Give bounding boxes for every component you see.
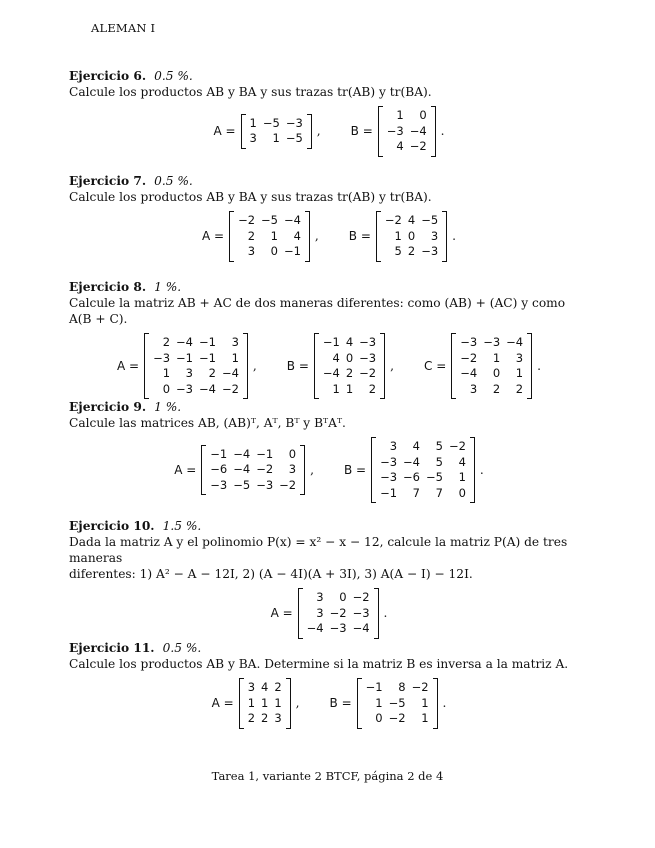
exercise-weight: 0.5 %.: [154, 69, 193, 83]
matrix-entry: −3: [210, 477, 228, 492]
matrix-entry: 4: [412, 439, 420, 453]
matrix-entry: −3: [386, 123, 404, 138]
matrix-label: A =: [174, 463, 197, 477]
matrix-entry: 2: [345, 366, 354, 380]
matrix-row-entries: [235, 244, 304, 260]
matrix-row: [69, 437, 589, 503]
matrix-row-entries: [363, 696, 432, 712]
punctuation: ,: [295, 696, 300, 711]
matrix-entry: 1: [396, 108, 404, 122]
matrix-entry: 2: [515, 381, 524, 396]
matrix-entry: −5: [285, 131, 303, 146]
matrix-row-entries: [382, 244, 441, 260]
matrix-entry: −5: [421, 213, 439, 227]
matrix-row-entries: [235, 213, 304, 229]
matrix-label: A =: [211, 696, 234, 711]
exercise-title: [69, 399, 589, 415]
matrix-entry: −4: [506, 335, 524, 349]
matrix-row-entries: [245, 711, 285, 727]
matrix-label: B =: [286, 359, 309, 373]
matrix-entry: 0: [407, 228, 416, 243]
matrix-entry: −1: [380, 485, 398, 500]
matrix-entry: 1: [231, 350, 239, 365]
matrix-entry: 1: [458, 470, 466, 484]
exercise-number: Ejercicio 8.: [69, 280, 147, 294]
matrix-row-entries: [320, 351, 379, 367]
matrix-entry: 1: [162, 366, 171, 380]
exercise-weight: 1 %.: [154, 280, 182, 294]
matrix-entry: −5: [426, 470, 443, 484]
matrix-entry: −5: [233, 477, 251, 492]
punctuation: ,: [252, 359, 257, 373]
matrix-entry: −4: [352, 621, 370, 635]
matrix-entry: −5: [388, 695, 406, 710]
matrix-entry: −2: [411, 680, 429, 694]
exercise-number: Ejercicio 11.: [69, 641, 155, 655]
matrix-entry: 1: [492, 350, 501, 365]
matrix-entry: 5: [435, 439, 443, 453]
exercise-number: Ejercicio 10.: [69, 519, 155, 533]
matrix-row-entries: [150, 382, 242, 398]
matrix-entry: 1: [421, 711, 429, 725]
matrix-entry: 2: [261, 711, 269, 725]
matrix-entry: −6: [403, 470, 420, 484]
matrix-entry: −1: [365, 680, 383, 694]
exercise-weight: 0.5 %.: [154, 174, 193, 188]
matrix-equation: [424, 333, 541, 399]
exercise-statement: Calcule los productos AB y BA y sus trazas tr(AB) y tr(BA).: [69, 190, 432, 204]
exercise-title: [69, 518, 589, 534]
matrix-equation: [287, 333, 394, 399]
matrix-entry: 4: [332, 350, 340, 365]
matrix-entry: 0: [458, 485, 466, 500]
matrix-entry: −5: [262, 115, 280, 130]
matrix-entry: 2: [407, 244, 416, 258]
matrix-row-entries: [384, 108, 430, 124]
matrix-entry: 1: [515, 366, 524, 380]
matrix-entry: −2: [221, 381, 239, 396]
matrix-entry: −4: [322, 366, 340, 380]
matrix-row-entries: [457, 366, 526, 382]
matrix-entry: −4: [233, 462, 251, 477]
matrix-row: [69, 333, 589, 399]
matrix-row: [69, 678, 589, 729]
matrix: [201, 445, 305, 496]
matrix: [371, 437, 475, 503]
matrix-entry: −1: [176, 350, 193, 365]
matrix-entry: 0: [288, 446, 297, 461]
matrix-entry: 4: [407, 213, 416, 227]
matrix-row-entries: [377, 439, 469, 455]
matrix-entry: 1: [421, 695, 429, 710]
matrix-entry: 4: [396, 139, 404, 153]
punctuation: .: [383, 606, 388, 621]
matrix-equation: [344, 437, 484, 503]
matrix-entry: 3: [249, 131, 257, 146]
matrix-entry: 2: [368, 381, 377, 396]
matrix-row-entries: [247, 131, 306, 147]
matrix-entry: −2: [460, 350, 478, 365]
punctuation: .: [442, 696, 447, 711]
matrix-entry: 2: [208, 366, 216, 380]
punctuation: .: [440, 124, 445, 139]
matrix-row-entries: [384, 139, 430, 155]
matrix-row-entries: [363, 680, 432, 696]
matrix-entry: −2: [329, 605, 347, 620]
matrix-entry: −4: [409, 123, 427, 138]
matrix-entry: −4: [221, 366, 239, 380]
matrix-entry: 1: [274, 695, 282, 710]
matrix-entry: 0: [345, 350, 354, 365]
matrix-entry: 7: [412, 485, 420, 500]
matrix-row-entries: [457, 335, 526, 351]
exercise-number: Ejercicio 6.: [69, 69, 147, 83]
matrix-entry: 4: [293, 228, 301, 243]
matrix-entry: 5: [394, 244, 402, 258]
matrix-entry: 1: [394, 228, 402, 243]
matrix-entry: 3: [316, 605, 324, 620]
matrix: [144, 333, 248, 399]
exercise-statement: Calcule la matriz AB + AC de dos maneras diferentes: como (AB) + (AC) y como A(B + C).: [69, 296, 566, 326]
matrix-entry: −1: [199, 350, 216, 365]
matrix-equation: [202, 211, 319, 262]
matrix-row: [69, 211, 589, 262]
matrix-entry: 3: [469, 381, 478, 396]
matrix-entry: 4: [345, 335, 354, 349]
matrix-entry: 0: [270, 244, 278, 258]
matrix-label: B =: [343, 463, 367, 477]
matrix-entry: −2: [238, 213, 256, 227]
matrix: [229, 211, 310, 262]
matrix-row-entries: [384, 124, 430, 140]
matrix-label: A =: [201, 229, 225, 244]
matrix-entry: −4: [199, 381, 216, 396]
matrix-entry: −3: [176, 381, 193, 396]
matrix-label: A =: [213, 124, 236, 139]
matrix-label: A =: [117, 359, 140, 373]
punctuation: .: [537, 359, 541, 373]
page-header: ALEMAN I: [91, 21, 156, 35]
matrix-entry: −2: [448, 439, 466, 453]
punctuation: .: [479, 463, 484, 477]
exercise-statement: Calcule los productos AB y BA y sus trazas tr(AB) y tr(BA).: [69, 85, 432, 99]
matrix-equation: [212, 678, 300, 729]
exercise-8: [69, 279, 589, 399]
matrix-entry: 3: [185, 366, 193, 380]
matrix-equation: [174, 445, 314, 496]
exercise-10: [69, 518, 589, 639]
matrix: [239, 678, 291, 729]
matrix-entry: 5: [435, 454, 443, 469]
exercise-number: Ejercicio 9.: [69, 400, 147, 414]
matrix-entry: −4: [176, 335, 193, 349]
matrix: [314, 333, 385, 399]
matrix-row-entries: [382, 229, 441, 245]
matrix-label: C =: [424, 359, 447, 373]
matrix-row-entries: [245, 696, 285, 712]
matrix-equation: [271, 588, 388, 639]
matrix-row-entries: [377, 455, 469, 471]
matrix-entry: −1: [283, 244, 301, 258]
exercise-statement: diferentes: 1) A² − A − 12I, 2) (A − 4I)(A + 3I), 3) A(A − I) − 12I.: [69, 567, 473, 581]
matrix-row-entries: [457, 351, 526, 367]
matrix-entry: 3: [430, 228, 439, 243]
matrix-entry: 1: [345, 381, 354, 396]
exercise-11: [69, 640, 589, 729]
matrix-row-entries: [150, 335, 242, 351]
matrix-entry: 0: [162, 381, 171, 396]
matrix-entry: −4: [306, 621, 324, 635]
exercise-number: Ejercicio 7.: [69, 174, 147, 188]
matrix-label: B =: [329, 696, 352, 711]
matrix-row-entries: [320, 382, 379, 398]
matrix-row-entries: [304, 621, 373, 637]
punctuation: .: [452, 229, 457, 244]
matrix-entry: −2: [352, 590, 370, 604]
exercise-weight: 1 %.: [154, 400, 182, 414]
matrix-entry: 0: [492, 366, 501, 380]
exercise-6: [69, 68, 589, 157]
matrix-entry: 8: [398, 680, 406, 694]
matrix-entry: 2: [162, 335, 171, 349]
matrix-entry: 4: [261, 680, 269, 694]
matrix-entry: −3: [153, 350, 171, 365]
matrix-entry: −2: [256, 462, 274, 477]
matrix-entry: −3: [285, 115, 303, 130]
matrix-entry: −4: [233, 446, 251, 461]
matrix: [298, 588, 379, 639]
matrix-entry: −3: [460, 335, 478, 349]
exercise-statement: Dada la matriz A y el polinomio P(x) = x² − x − 12, calcule la matriz P(A) de tres maneras: [69, 535, 568, 565]
matrix-row-entries: [377, 470, 469, 486]
matrix-entry: 1: [332, 381, 340, 396]
matrix-row-entries: [245, 680, 285, 696]
matrix-entry: 1: [272, 131, 280, 146]
exercise-7: [69, 173, 589, 262]
exercise-statement: Calcule las matrices AB, (AB)ᵀ, Aᵀ, Bᵀ y BᵀAᵀ.: [69, 416, 346, 430]
matrix: [376, 211, 447, 262]
matrix-row-entries: [320, 335, 379, 351]
matrix-entry: 1: [261, 695, 269, 710]
matrix-entry: −1: [210, 446, 228, 461]
matrix-entry: −3: [421, 244, 439, 258]
matrix-equation: [351, 106, 445, 157]
matrix-entry: 3: [231, 335, 239, 349]
matrix-entry: −1: [256, 446, 274, 461]
matrix-label: A =: [270, 606, 293, 621]
matrix-entry: 7: [435, 485, 443, 500]
matrix-equation: [349, 211, 456, 262]
matrix-entry: 3: [288, 462, 297, 477]
matrix-equation: [117, 333, 257, 399]
matrix-entry: 2: [274, 680, 282, 694]
exercise-statement: Calcule los productos AB y BA. Determine si la matriz B es inversa a la matriz A.: [69, 657, 569, 671]
matrix-entry: −4: [403, 454, 420, 469]
matrix-entry: 0: [375, 711, 383, 725]
matrix-entry: −3: [483, 335, 501, 349]
matrix-row-entries: [363, 711, 432, 727]
matrix-entry: −2: [359, 366, 377, 380]
matrix-equation: [330, 678, 447, 729]
matrix: [451, 333, 532, 399]
matrix-entry: −2: [388, 711, 406, 725]
matrix-row-entries: [235, 229, 304, 245]
matrix-entry: 1: [270, 228, 278, 243]
matrix-entry: 0: [339, 590, 347, 604]
punctuation: ,: [316, 124, 321, 139]
matrix-row-entries: [377, 486, 469, 502]
matrix-row: [69, 588, 589, 639]
punctuation: ,: [314, 229, 319, 244]
matrix-row-entries: [304, 606, 373, 622]
matrix-entry: −3: [352, 605, 370, 620]
matrix-entry: 1: [249, 115, 257, 130]
matrix-label: B =: [348, 229, 371, 244]
matrix-entry: 3: [389, 439, 398, 453]
matrix-entry: −3: [359, 350, 377, 365]
matrix: [357, 678, 438, 729]
matrix-entry: 3: [247, 244, 256, 258]
matrix-row-entries: [320, 366, 379, 382]
matrix-entry: −2: [409, 139, 427, 153]
matrix-row-entries: [150, 351, 242, 367]
exercise-weight: 0.5 %.: [162, 641, 202, 655]
matrix-entry: 2: [492, 381, 501, 396]
matrix-row: [69, 106, 589, 157]
matrix-entry: 2: [247, 228, 256, 243]
matrix-row-entries: [457, 382, 526, 398]
punctuation: ,: [390, 359, 394, 373]
matrix-entry: −2: [384, 213, 402, 227]
exercise-title: [69, 640, 589, 656]
matrix-entry: 1: [247, 695, 256, 710]
matrix-entry: −3: [380, 470, 398, 484]
exercise-weight: 1.5 %.: [162, 519, 202, 533]
matrix-entry: 3: [316, 590, 324, 604]
matrix-entry: −1: [199, 335, 216, 349]
matrix-row-entries: [304, 590, 373, 606]
exercise-title: [69, 173, 589, 189]
matrix-entry: −3: [380, 454, 398, 469]
matrix-row-entries: [207, 478, 299, 494]
matrix-entry: 3: [515, 350, 524, 365]
matrix-entry: 4: [458, 454, 466, 469]
page-footer: Tarea 1, variante 2 BTCF, página 2 de 4: [211, 769, 444, 783]
matrix-row-entries: [150, 366, 242, 382]
matrix-entry: 3: [247, 680, 256, 694]
matrix-row-entries: [382, 213, 441, 229]
matrix-entry: −6: [210, 462, 228, 477]
matrix-row-entries: [207, 462, 299, 478]
exercise-title: [69, 279, 589, 295]
matrix-entry: −4: [283, 213, 301, 227]
matrix-label: B =: [350, 124, 373, 139]
exercise-title: [69, 68, 589, 84]
matrix-entry: −3: [256, 477, 274, 492]
exercise-9: [69, 399, 589, 503]
punctuation: ,: [310, 463, 314, 477]
matrix-entry: −2: [279, 477, 297, 492]
matrix-entry: −3: [359, 335, 377, 349]
matrix: [241, 114, 312, 149]
matrix: [378, 106, 436, 157]
matrix-row-entries: [207, 447, 299, 463]
matrix-entry: 2: [247, 711, 256, 725]
matrix-row-entries: [247, 116, 306, 132]
matrix-entry: 0: [419, 108, 427, 122]
matrix-entry: −1: [322, 335, 340, 349]
matrix-entry: −4: [460, 366, 478, 380]
matrix-entry: −5: [261, 213, 278, 227]
matrix-entry: −3: [329, 621, 347, 635]
matrix-entry: 1: [375, 695, 383, 710]
matrix-equation: [213, 114, 320, 149]
matrix-entry: 3: [274, 711, 282, 725]
